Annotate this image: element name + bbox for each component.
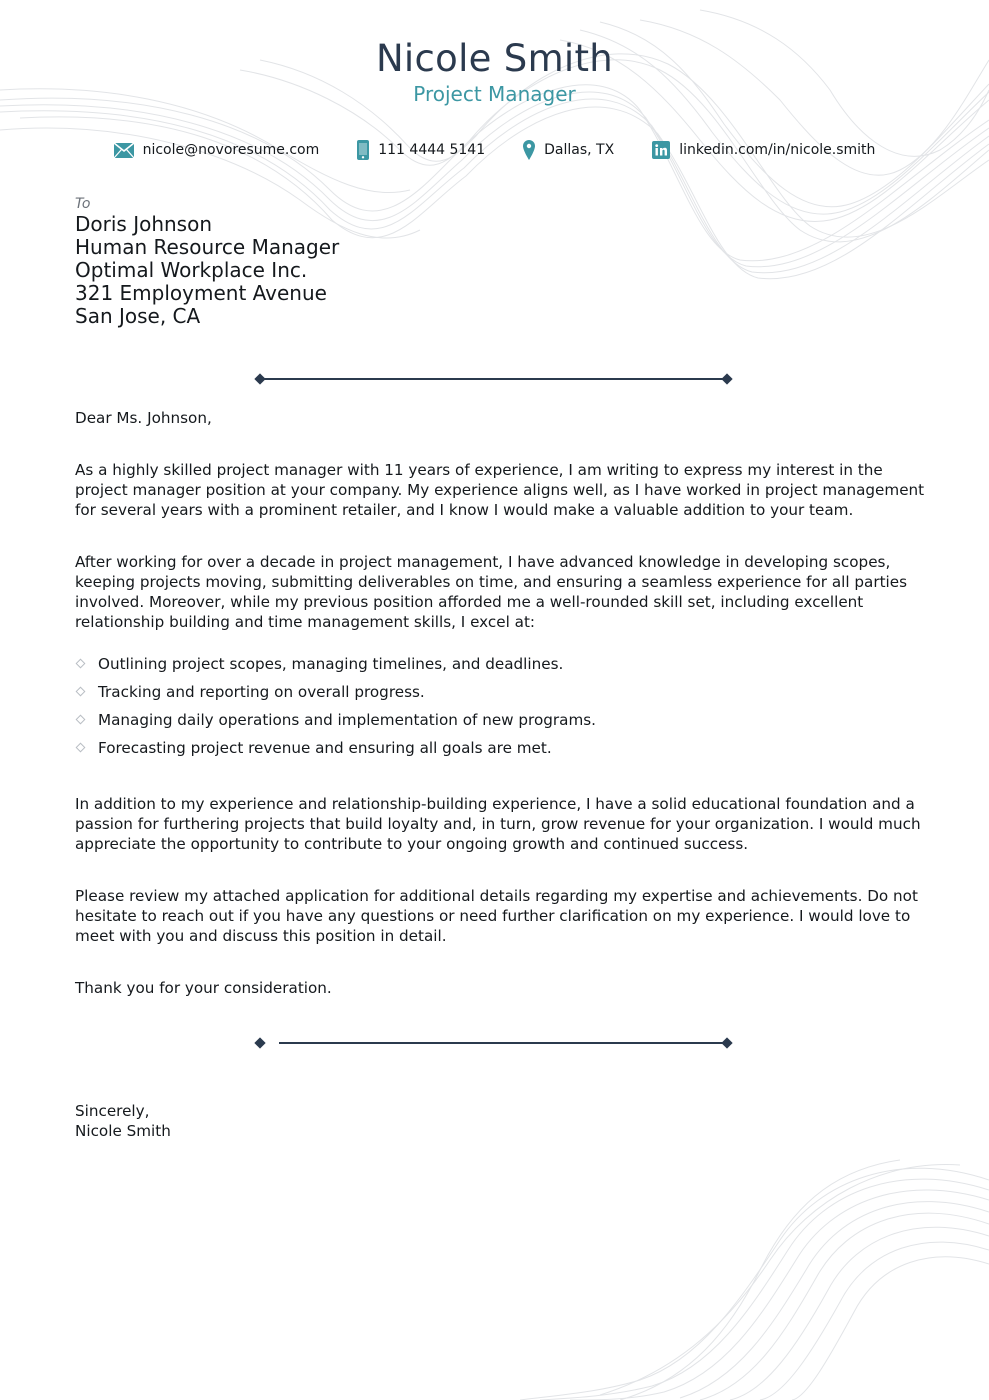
phone-icon (357, 140, 369, 160)
skills-list (75, 650, 925, 762)
recipient-position: Human Resource Manager (75, 235, 340, 259)
envelope-icon (114, 143, 134, 158)
linkedin-icon (652, 141, 670, 159)
location-text: Dallas, TX (544, 142, 615, 158)
valediction: Sincerely, (75, 1102, 150, 1120)
contact-bar (0, 138, 989, 162)
linkedin-text: linkedin.com/in/nicole.smith (679, 142, 876, 158)
letter-header (0, 34, 989, 106)
diamond-bullet-icon (76, 743, 86, 753)
paragraph-education: In addition to my experience and relationship-building experience, I have a solid educational foundation and a passion for furthering projects that build loyalty and, in turn, grow revenue for your organization. I would much appreciate the opportunity to contribute to your ongoing growth and continued success. (75, 795, 921, 853)
diamond-bullet-icon (76, 715, 86, 725)
list-item: Managing daily operations and implementation of new programs. (75, 706, 925, 734)
to-label: To (75, 196, 91, 212)
bottom-divider (254, 1036, 734, 1050)
recipient-company: Optimal Workplace Inc. (75, 258, 308, 282)
paragraph-closing: Please review my attached application for additional details regarding my expertise and achievements. Do not hesitate to reach out if you have any questions or need further clarification on my experience. I would love to meet with you and discuss this position in detail. (75, 887, 918, 945)
recipient-name: Doris Johnson (75, 212, 213, 236)
applicant-name: Nicole Smith (375, 37, 614, 80)
recipient-block (75, 195, 339, 328)
closing-block (75, 1101, 171, 1141)
contact-linkedin[interactable] (652, 141, 875, 159)
recipient-city: San Jose, CA (75, 304, 201, 328)
paragraph-experience: After working for over a decade in project management, I have advanced knowledge in developing scopes, keeping projects moving, submitting deliverables on time, and ensuring a seamless experience for all parties involved. Moreover, while my previous position afforded me a well-rounded skill set, including excellent relationship building and time management skills, I excel at: (75, 553, 908, 631)
thanks-line: Thank you for your consideration. (75, 979, 332, 997)
diamond-bullet-icon (76, 659, 86, 669)
signature-name: Nicole Smith (75, 1122, 171, 1140)
phone-text: 111 4444 5141 (378, 142, 486, 158)
contact-phone[interactable] (357, 140, 485, 160)
list-item: Outlining project scopes, managing timelines, and deadlines. (75, 650, 925, 678)
paragraph-intro: As a highly skilled project manager with 11 years of experience, I am writing to express my interest in the project manager position at your company. My experience aligns well, as I have worked in project management for several years with a prominent retailer, and I know I would make a valuable addition to your team. (75, 461, 925, 519)
letter-body (75, 408, 925, 1030)
recipient-street: 321 Employment Avenue (75, 281, 327, 305)
greeting: Dear Ms. Johnson, (75, 409, 212, 427)
applicant-title: Project Manager (413, 82, 576, 106)
diamond-bullet-icon (76, 687, 86, 697)
location-pin-icon (523, 140, 535, 160)
list-item: Forecasting project revenue and ensuring all goals are met. (75, 734, 925, 762)
top-divider (254, 372, 734, 386)
contact-email[interactable] (114, 142, 320, 158)
email-text: nicole@novoresume.com (142, 142, 320, 158)
contact-location[interactable] (523, 140, 614, 160)
list-item: Tracking and reporting on overall progress. (75, 678, 925, 706)
